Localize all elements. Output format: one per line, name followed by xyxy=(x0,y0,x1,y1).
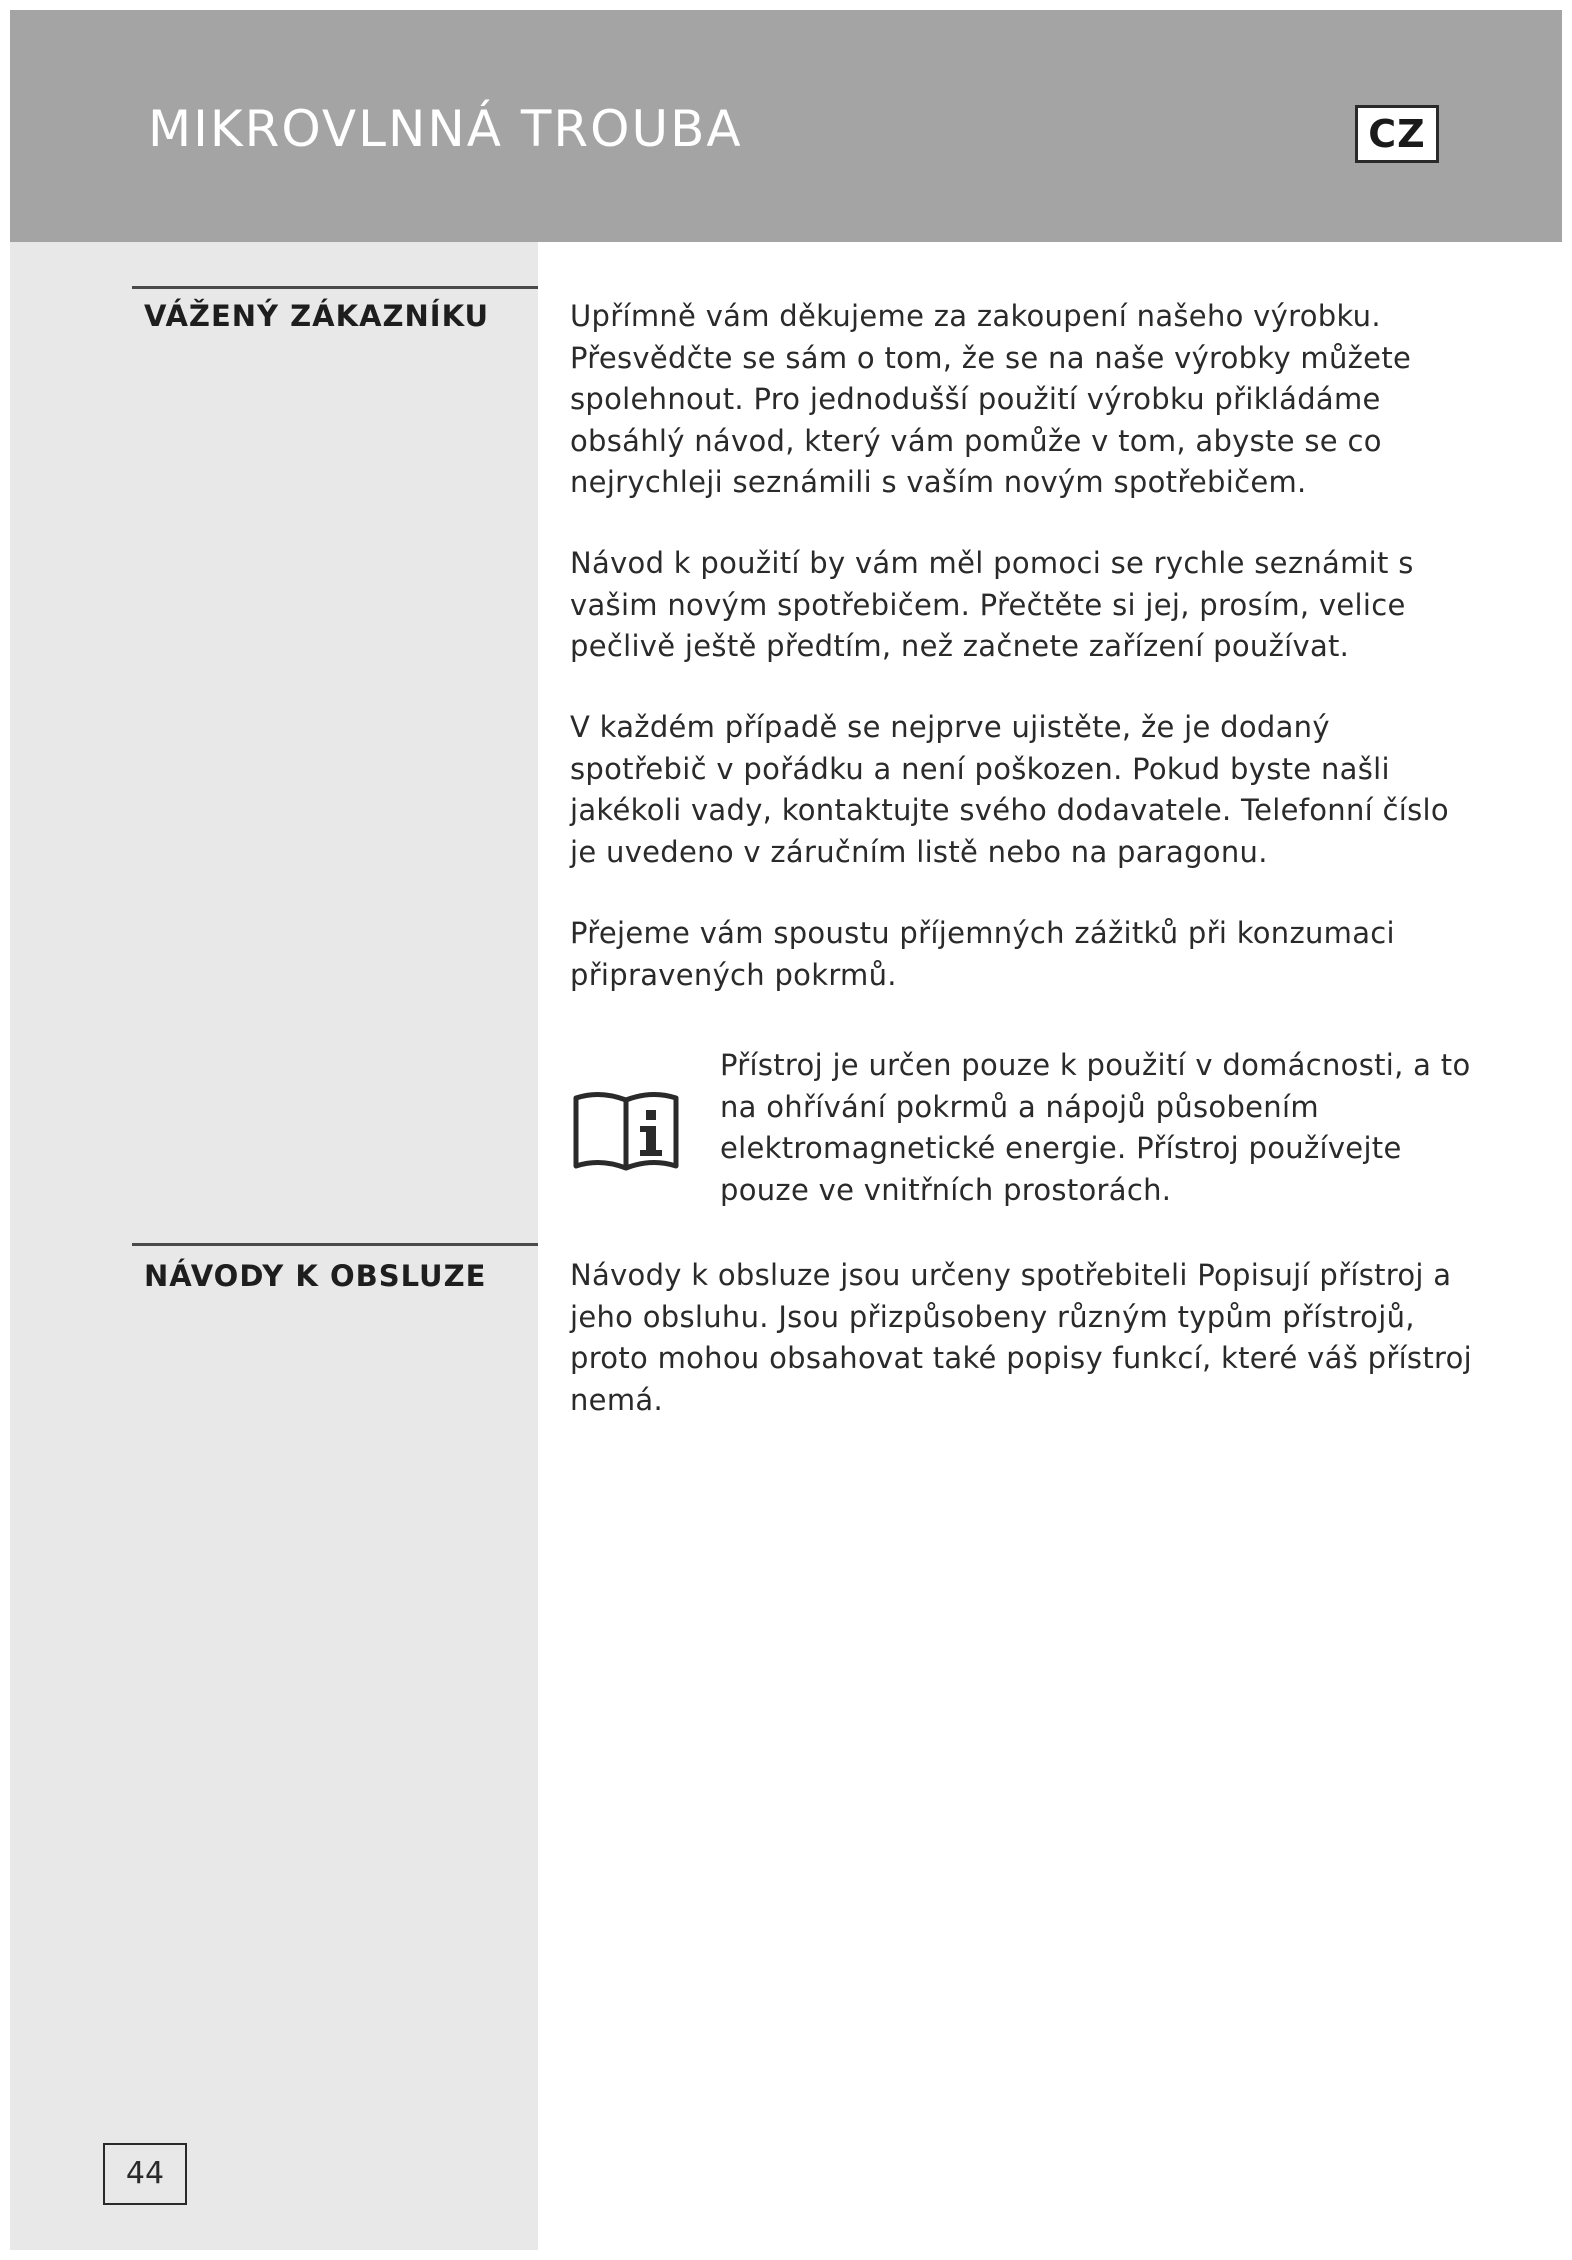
section-divider xyxy=(132,286,538,289)
paragraph-wishes: Přejeme vám spoustu příjemných zážitků při konzumaci připravených pokrmů. xyxy=(570,916,1395,992)
paragraph-manual-intro: Návod k použití by vám měl pomoci se rychle seznámit s vašim novým spotřebičem. Přečtěte si jej, prosím, velice pečlivě ještě předtím, než začnete zařízení používat. xyxy=(570,546,1414,663)
page-header xyxy=(10,10,1562,242)
info-book-icon xyxy=(572,1088,680,1172)
note-household-use: Přístroj je určen pouze k použití v domácnosti, a to na ohřívání pokrmů a nápojů působením elektromagnetické energie. Přístroj používejte pouze ve vnitřních prostorách. xyxy=(720,1048,1471,1207)
language-badge: CZ xyxy=(1355,105,1439,163)
section-divider xyxy=(132,1243,538,1246)
section-heading-operating-instructions: NÁVODY K OBSLUZE xyxy=(144,1259,487,1293)
left-sidebar xyxy=(10,242,538,2250)
paragraph-thanks: Upřímně vám děkujeme za zakoupení našeho výrobku. Přesvědčte se sám o tom, že se na naše výrobky můžete spolehnout. Pro jednodušší použití výrobku přikládáme obsáhlý návod, který vám pomůže v tom, abyste se co nejrychleji seznámili s vaším novým spotřebičem. xyxy=(570,299,1412,499)
paragraph-check-appliance: V každém případě se nejprve ujistěte, že je dodaný spotřebič v pořádku a není poškozen. Pokud byste našli jakékoli vady, kontaktujte svého dodavatele. Telefonní číslo je uvedeno v záručním listě nebo na paragonu. xyxy=(570,710,1449,869)
page-number: 44 xyxy=(103,2143,187,2205)
page-title: MIKROVLNNÁ TROUBA xyxy=(148,100,743,158)
section-heading-dear-customer: VÁŽENÝ ZÁKAZNÍKU xyxy=(144,299,490,333)
paragraph-instructions: Návody k obsluze jsou určeny spotřebiteli Popisují přístroj a jeho obsluhu. Jsou přizpůsobeny různým typům přístrojů, proto mohou obsahovat také popisy funkcí, které váš přístroj nemá. xyxy=(570,1258,1472,1417)
